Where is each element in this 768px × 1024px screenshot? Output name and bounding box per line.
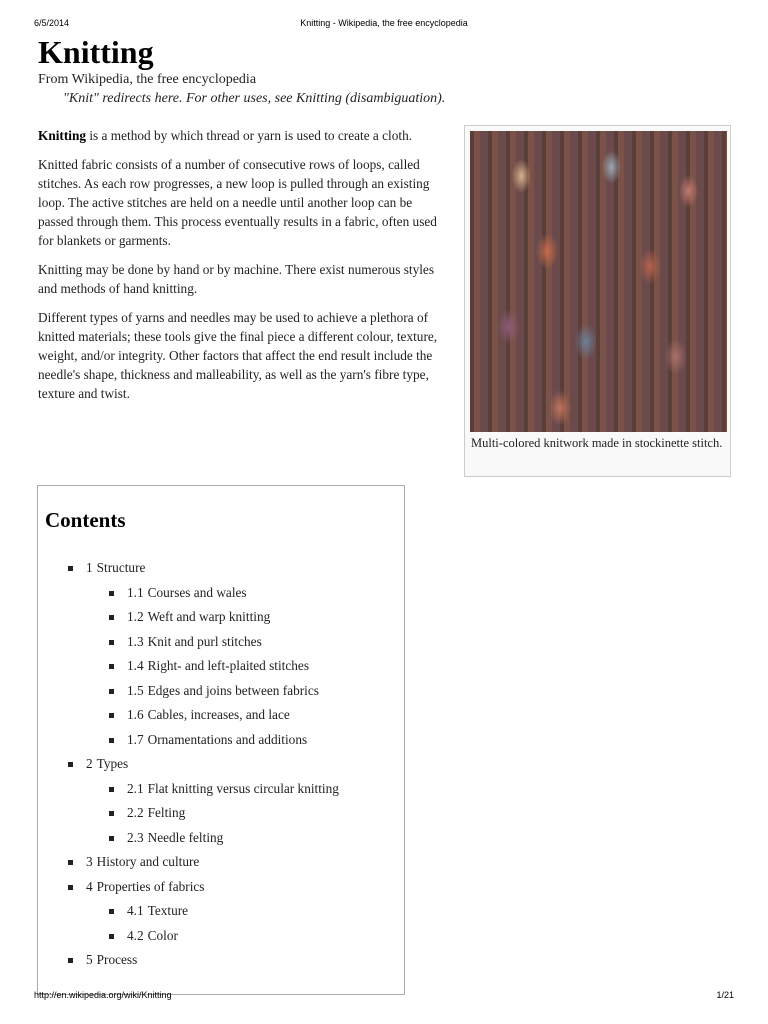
bullet-icon — [109, 640, 114, 645]
print-url: http://en.wikipedia.org/wiki/Knitting — [34, 990, 172, 1000]
toc-item[interactable] — [68, 948, 339, 973]
toc-subitem[interactable] — [127, 777, 339, 802]
toc-link[interactable]: Right- and left-plaited stitches — [147, 658, 309, 673]
print-header — [34, 18, 734, 32]
print-page-number: 1/21 — [716, 990, 734, 1000]
bullet-icon — [109, 738, 114, 743]
table-of-contents — [37, 485, 405, 995]
intro-text: is a method by which thread or yarn is used to create a cloth. — [86, 128, 413, 143]
bullet-icon — [68, 762, 73, 767]
toc-link[interactable]: Needle felting — [147, 829, 224, 845]
toc-link[interactable]: Process — [96, 952, 138, 967]
toc-number: 1.7 — [127, 731, 144, 747]
toc-link[interactable]: Color — [147, 927, 178, 943]
bullet-icon — [109, 713, 114, 718]
bullet-icon — [109, 615, 114, 620]
bullet-icon — [109, 591, 114, 596]
intro-bold-term: Knitting — [38, 128, 87, 143]
toc-number: 2.2 — [127, 805, 144, 820]
toc-number: 4 — [86, 878, 93, 894]
page-title: Knitting — [38, 34, 154, 70]
toc-title: Contents — [45, 508, 126, 532]
bullet-icon — [68, 860, 73, 865]
toc-number: 5 — [86, 952, 93, 967]
toc-number: 2.3 — [127, 829, 144, 845]
toc-link[interactable]: Texture — [147, 903, 189, 918]
toc-item[interactable] — [68, 556, 339, 752]
toc-number: 4.1 — [127, 903, 144, 918]
paragraph-2: Knitted fabric consists of a number of consecutive rows of loops, called stitches. As each row progresses, a new loop is pulled through an existing loop. The active stitches are held on a needle until another loop can be passed through them. This process eventually results in a fabric, often used for blankets or garments. — [38, 157, 437, 248]
toc-number: 1.5 — [127, 682, 144, 698]
toc-subitem[interactable] — [127, 801, 339, 826]
toc-sublist — [86, 777, 339, 851]
thumbnail-caption: Multi-colored knitwork made in stockinette stitch. — [471, 436, 723, 450]
toc-link[interactable]: Knit and purl stitches — [147, 633, 262, 649]
bullet-icon — [68, 566, 73, 571]
toc-number: 1.6 — [127, 707, 144, 722]
toc-item[interactable] — [68, 752, 339, 850]
bullet-icon — [109, 811, 114, 816]
toc-subitem[interactable] — [127, 654, 339, 679]
toc-subitem[interactable] — [127, 728, 339, 753]
toc-number: 2 — [86, 756, 93, 771]
toc-item[interactable] — [68, 850, 339, 875]
bullet-icon — [109, 787, 114, 792]
toc-link[interactable]: Felting — [147, 805, 186, 820]
toc-item[interactable] — [68, 875, 339, 949]
toc-link[interactable]: Properties of fabrics — [96, 878, 205, 894]
bullet-icon — [109, 909, 114, 914]
toc-number: 1 — [86, 560, 93, 575]
toc-link[interactable]: Structure — [96, 560, 146, 575]
toc-link[interactable]: Weft and warp knitting — [147, 609, 271, 624]
article-body — [38, 126, 444, 413]
bullet-icon — [109, 689, 114, 694]
bullet-icon — [68, 958, 73, 963]
paragraph-3: Knitting may be done by hand or by machine. There exist numerous styles and methods of hand knitting. — [38, 262, 434, 296]
toc-number: 1.1 — [127, 584, 144, 600]
hatnote[interactable]: "Knit" redirects here. For other uses, see Knitting (disambiguation). — [63, 91, 446, 106]
toc-sublist — [86, 581, 339, 753]
toc-number: 3 — [86, 854, 93, 869]
toc-link[interactable]: Edges and joins between fabrics — [147, 682, 319, 698]
knitwork-image[interactable] — [470, 131, 727, 432]
print-date: 6/5/2014 — [34, 18, 70, 28]
toc-link[interactable]: History and culture — [96, 854, 200, 869]
toc-list — [68, 556, 339, 973]
toc-number: 1.4 — [127, 658, 144, 673]
toc-subitem[interactable] — [127, 924, 339, 949]
page-subtitle: From Wikipedia, the free encyclopedia — [38, 72, 257, 87]
bullet-icon — [109, 664, 114, 669]
thumbnail-box — [464, 125, 731, 477]
toc-link[interactable]: Types — [96, 756, 129, 771]
toc-number: 4.2 — [127, 927, 144, 943]
toc-subitem[interactable] — [127, 703, 339, 728]
toc-link[interactable]: Flat knitting versus circular knitting — [147, 780, 339, 796]
bullet-icon — [68, 885, 73, 890]
bullet-icon — [109, 836, 114, 841]
paragraph-4: Different types of yarns and needles may be used to achieve a plethora of knitted materials; these tools give the final piece a different colour, texture, weight, and/or integrity. Other factors that affect the end result include the needle's shape, thickness and malleability, as well as the yarn's fibre type, texture and twist. — [38, 310, 438, 401]
print-footer — [34, 990, 734, 1004]
toc-link[interactable]: Courses and wales — [147, 584, 247, 600]
toc-link[interactable]: Cables, increases, and lace — [147, 707, 290, 722]
toc-link[interactable]: Ornamentations and additions — [147, 731, 308, 747]
toc-subitem[interactable] — [127, 630, 339, 655]
toc-subitem[interactable] — [127, 826, 339, 851]
toc-subitem[interactable] — [127, 899, 339, 924]
toc-number: 1.3 — [127, 633, 144, 649]
print-doc-title: Knitting - Wikipedia, the free encyclopedia — [300, 18, 468, 28]
intro-paragraph — [38, 126, 444, 145]
toc-subitem[interactable] — [127, 581, 339, 606]
toc-number: 2.1 — [127, 780, 144, 796]
toc-number: 1.2 — [127, 609, 144, 624]
toc-sublist — [86, 899, 339, 948]
toc-subitem[interactable] — [127, 605, 339, 630]
bullet-icon — [109, 934, 114, 939]
toc-subitem[interactable] — [127, 679, 339, 704]
